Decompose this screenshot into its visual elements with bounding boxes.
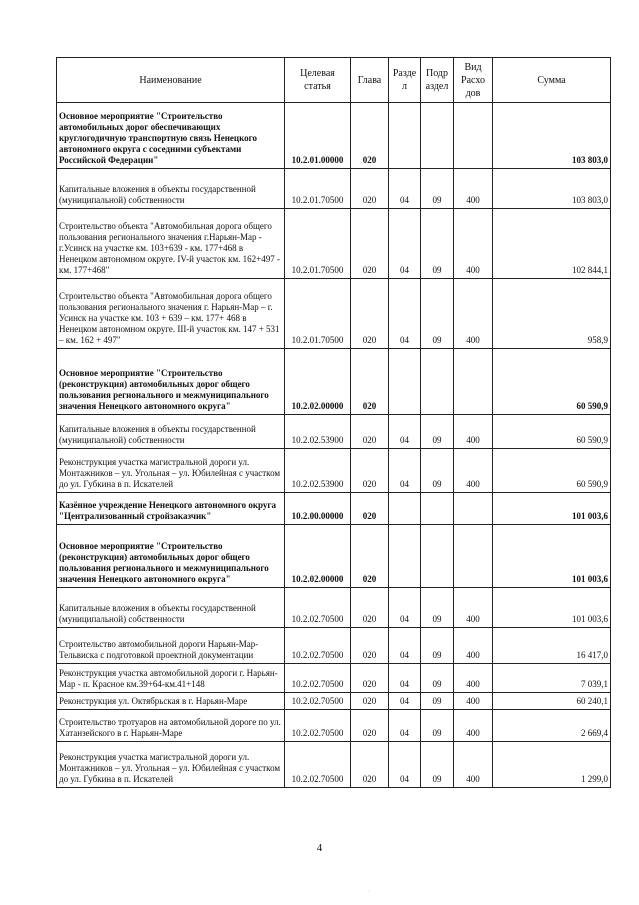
row-section: 04 — [389, 710, 421, 742]
row-name: Капитальные вложения в объекты государственной (муниципальной) собственности — [57, 415, 285, 449]
row-subsection: 09 — [421, 279, 454, 349]
row-section: 04 — [389, 628, 421, 664]
row-name: Реконструкция участка магистральной дороги ул. Монтажников – ул. Угольная – ул. Юбилейная с участком до ул. Губкина в п. Искателей — [57, 449, 285, 493]
table-row — [57, 493, 611, 525]
row-chapter: 020 — [351, 103, 389, 169]
row-kind: 400 — [454, 209, 493, 279]
row-section: 04 — [389, 588, 421, 628]
row-name: Капитальные вложения в объекты государственной (муниципальной) собственности — [57, 169, 285, 209]
row-kind — [454, 103, 493, 169]
row-target: 10.2.02.70500 — [285, 693, 351, 710]
row-sum: 2 669,4 — [493, 710, 611, 742]
row-chapter: 020 — [351, 349, 389, 415]
row-section: 04 — [389, 279, 421, 349]
scan-speck: · — [368, 889, 370, 895]
table-row — [57, 349, 611, 415]
row-section: 04 — [389, 169, 421, 209]
row-target: 10.2.02.70500 — [285, 742, 351, 788]
row-section — [389, 103, 421, 169]
row-subsection: 09 — [421, 742, 454, 788]
row-subsection: 09 — [421, 169, 454, 209]
row-sum: 60 590,9 — [493, 449, 611, 493]
row-target: 10.2.02.53900 — [285, 415, 351, 449]
row-chapter: 020 — [351, 742, 389, 788]
row-name: Строительство объекта "Автомобильная дорога общего пользования регионального значения г.Нарьян-Мар - г.Усинск на участке км. 103+639 - км. 177+468 в Ненецком автономном округе. IV-й участок км. 162+497 - км. 177+468" — [57, 209, 285, 279]
row-kind — [454, 349, 493, 415]
row-chapter: 020 — [351, 209, 389, 279]
row-chapter: 020 — [351, 493, 389, 525]
row-kind — [454, 493, 493, 525]
row-name: Строительство автомобильной дороги Нарьян-Мар-Тельвиска с подготовкой проектной документации — [57, 628, 285, 664]
row-kind: 400 — [454, 588, 493, 628]
row-subsection — [421, 525, 454, 588]
row-kind: 400 — [454, 415, 493, 449]
row-kind: 400 — [454, 664, 493, 693]
row-target: 10.2.02.70500 — [285, 588, 351, 628]
row-name: Основное мероприятие "Строительство автомобильных дорог обеспечивающих круглогодичную транспортную связь Ненецкого автономного округа с соседними субъектами Российской Федерации" — [57, 103, 285, 169]
row-name: Казённое учреждение Ненецкого автономного округа "Централизованный стройзаказчик" — [57, 493, 285, 525]
row-subsection: 09 — [421, 449, 454, 493]
header-chapter: Глава — [351, 58, 389, 103]
table-row — [57, 169, 611, 209]
header-kind: Вид Расхо дов — [454, 58, 493, 103]
row-kind: 400 — [454, 693, 493, 710]
row-sum: 60 590,9 — [493, 349, 611, 415]
budget-table — [56, 57, 611, 788]
row-chapter: 020 — [351, 525, 389, 588]
row-chapter: 020 — [351, 279, 389, 349]
row-name: Капитальные вложения в объекты государственной (муниципальной) собственности — [57, 588, 285, 628]
table-row — [57, 103, 611, 169]
header-name: Наименование — [57, 58, 285, 103]
row-kind: 400 — [454, 279, 493, 349]
table-row — [57, 415, 611, 449]
row-subsection: 09 — [421, 628, 454, 664]
table-row — [57, 588, 611, 628]
table-row — [57, 710, 611, 742]
row-subsection: 09 — [421, 415, 454, 449]
row-section — [389, 493, 421, 525]
row-subsection — [421, 493, 454, 525]
row-target: 10.2.01.70500 — [285, 169, 351, 209]
row-target: 10.2.01.00000 — [285, 103, 351, 169]
row-target: 10.2.01.70500 — [285, 209, 351, 279]
table-row — [57, 628, 611, 664]
row-chapter: 020 — [351, 664, 389, 693]
page-number: 4 — [316, 842, 323, 854]
table-row — [57, 742, 611, 788]
table-row — [57, 525, 611, 588]
row-kind: 400 — [454, 628, 493, 664]
row-chapter: 020 — [351, 449, 389, 493]
row-subsection: 09 — [421, 664, 454, 693]
row-section: 04 — [389, 209, 421, 279]
row-kind: 400 — [454, 742, 493, 788]
row-sum: 103 803,0 — [493, 169, 611, 209]
row-sum: 7 039,1 — [493, 664, 611, 693]
row-section: 04 — [389, 693, 421, 710]
row-kind: 400 — [454, 710, 493, 742]
row-section: 04 — [389, 415, 421, 449]
row-kind: 400 — [454, 169, 493, 209]
row-target: 10.2.02.00000 — [285, 349, 351, 415]
row-sum: 101 003,6 — [493, 525, 611, 588]
table-row — [57, 664, 611, 693]
row-section: 04 — [389, 742, 421, 788]
row-sum: 101 003,6 — [493, 493, 611, 525]
row-name: Строительство тротуаров на автомобильной дороге по ул. Хатанзейского в г. Нарьян-Маре — [57, 710, 285, 742]
row-kind: 400 — [454, 449, 493, 493]
row-sum: 102 844,1 — [493, 209, 611, 279]
row-target: 10.2.02.70500 — [285, 710, 351, 742]
row-target: 10.2.02.70500 — [285, 628, 351, 664]
table-row — [57, 209, 611, 279]
row-name: Основное мероприятие "Строительство (реконструкция) автомобильных дорог общего пользования регионального и межмуниципального значения Ненецкого автономного округа" — [57, 525, 285, 588]
table-row — [57, 449, 611, 493]
row-chapter: 020 — [351, 169, 389, 209]
row-section: 04 — [389, 664, 421, 693]
row-section — [389, 349, 421, 415]
row-subsection — [421, 349, 454, 415]
row-subsection: 09 — [421, 710, 454, 742]
row-chapter: 020 — [351, 693, 389, 710]
header-target: Целевая статья — [285, 58, 351, 103]
row-target: 10.2.01.70500 — [285, 279, 351, 349]
row-sum: 958,9 — [493, 279, 611, 349]
row-sum: 103 803,0 — [493, 103, 611, 169]
row-chapter: 020 — [351, 710, 389, 742]
row-name: Основное мероприятие "Строительство (реконструкция) автомобильных дорог общего пользования регионального и межмуниципального значения Ненецкого автономного округа" — [57, 349, 285, 415]
row-chapter: 020 — [351, 628, 389, 664]
row-sum: 1 299,0 — [493, 742, 611, 788]
row-sum: 101 003,6 — [493, 588, 611, 628]
row-section — [389, 525, 421, 588]
row-subsection: 09 — [421, 588, 454, 628]
row-name: Реконструкция участка магистральной дороги ул. Монтажников – ул. Угольная – ул. Юбилейная с участком до ул. Губкина в п. Искателей — [57, 742, 285, 788]
row-target: 10.2.02.53900 — [285, 449, 351, 493]
row-subsection — [421, 103, 454, 169]
table-row — [57, 279, 611, 349]
row-name: Реконструкция участка автомобильной дороги г. Нарьян-Мар - п. Красное км.39+64-км.41+148 — [57, 664, 285, 693]
row-name: Реконструкция ул. Октябрьская в г. Нарьян-Маре — [57, 693, 285, 710]
row-subsection: 09 — [421, 209, 454, 279]
header-sum: Сумма — [493, 58, 611, 103]
table-row — [57, 693, 611, 710]
row-name: Строительство объекта "Автомобильная дорога общего пользования регионального значения г. Нарьян-Мар – г. Усинск на участке км. 103 + 639 – км. 177+ 468 в Ненецком автономном округе. III-й участок км. 147 + 531 – км. 162 + 497" — [57, 279, 285, 349]
row-sum: 16 417,0 — [493, 628, 611, 664]
row-target: 10.2.02.00000 — [285, 525, 351, 588]
row-kind — [454, 525, 493, 588]
row-section: 04 — [389, 449, 421, 493]
row-sum: 60 590,9 — [493, 415, 611, 449]
row-target: 10.2.02.70500 — [285, 664, 351, 693]
header-section: Разде л — [389, 58, 421, 103]
row-subsection: 09 — [421, 693, 454, 710]
row-target: 10.2.00.00000 — [285, 493, 351, 525]
row-sum: 60 240,1 — [493, 693, 611, 710]
row-chapter: 020 — [351, 415, 389, 449]
header-subsection: Подр аздел — [421, 58, 454, 103]
row-chapter: 020 — [351, 588, 389, 628]
table-header-row — [57, 58, 611, 103]
